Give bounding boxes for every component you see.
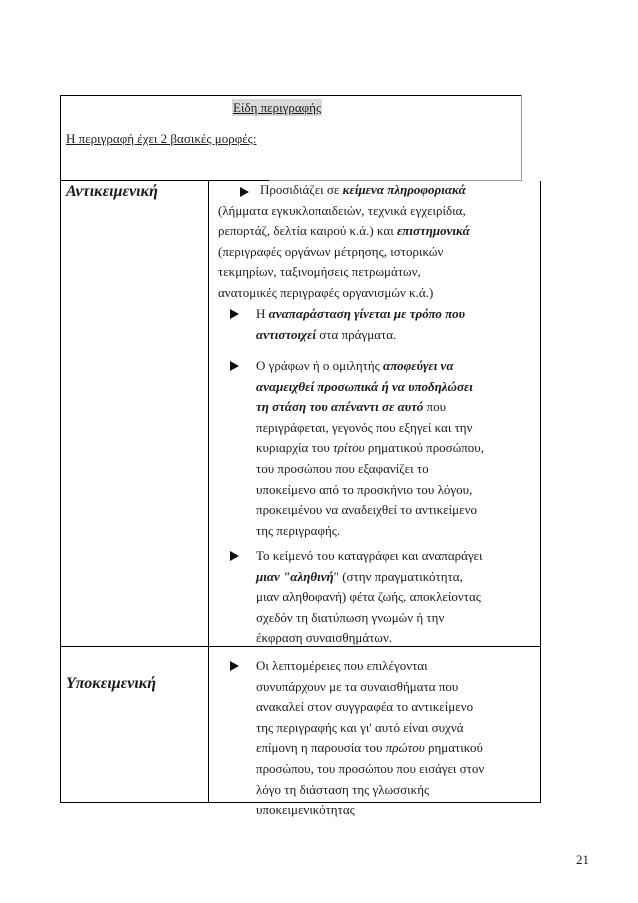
header-right-border xyxy=(521,95,522,181)
bullet-arrow-icon xyxy=(230,304,242,326)
table-left-border xyxy=(60,95,61,803)
table-right-border xyxy=(540,181,541,803)
bullet-arrow-icon xyxy=(230,356,242,378)
document-page: Είδη περιγραφής Η περιγραφή έχει 2 βασικές μορφές: Αντικειμενική Υποκειμενική Προσιδιάζει σε κείμενα πληροφοριακά (λήμματα εγκυκλοπαιδειών, τεχνικά εγχειρίδια, ρεπορτάζ, δελτία καιρού κ.ά.) και επιστημονικά (περιγραφές οργάνων μέτρησης, ιστορικών τεκμηρίων, ταξινομήσεις πετρωμάτων, ανατομικές περιγραφές οργανισμών κ.ά.) Η αναπαράσταση γίνεται με τρόπο που αντιστοιχεί στα πράγματα. Ο γράφων ή ο ομιλητής αποφεύγει να αναμειχθεί προσωπικά ή να υποδηλώσει τη στάση του απέναντι σε αυτό που περιγράφεται, γεγονός που εξηγεί και την κυριαρχία του τρίτου ρηματικού προσώπου, του προσώπου που εξαφανίζει το υποκείμενο από το προσκήνιο του λόγου, προκειμένου να αναδειχθεί το αντικείμενο της περιγραφής. Το κείμενό του καταγράφει και αναπαράγει μιαν "αληθινή" (στην πραγματικότητα, μιαν αληθοφανή) φέτα ζωής, αποκλείοντας σχεδόν τη διατύπωση γνωμών ή την έκφραση συναισθημάτων. Οι λεπτομέρειες που επιλέγονται συνυπάρχουν με τα συναισθήματα που ανακαλεί στον συγγραφέα το αντικείμενο της περιγραφής και γι' αυτό είναι συχνά επίμονη η παρουσία του πρώτου ρηματικού προσώπου, του προσώπου που εισάγει στον λόγο τη διάσταση της γλωσσικής υποκειμενικότητας 21 xyxy=(0,0,638,903)
page-number: 21 xyxy=(576,852,589,867)
table-top-border xyxy=(60,95,522,96)
objective-bullet-1: Προσιδιάζει σε κείμενα πληροφοριακά (λήμματα εγκυκλοπαιδειών, τεχνικά εγχειρίδια, ρεπορτάζ, δελτία καιρού κ.ά.) και επιστημονικά (περιγραφές οργάνων μέτρησης, ιστορικών τεκμηρίων, ταξινομήσεις πετρωμάτων, ανατομικές περιγραφές οργανισμών κ.ά.) xyxy=(218,182,470,300)
intro-text: Η περιγραφή έχει 2 βασικές μορφές: xyxy=(66,131,257,146)
bullet-arrow-icon xyxy=(230,656,242,678)
label-objective: Αντικειμενική xyxy=(66,183,158,200)
column-divider xyxy=(208,181,209,803)
table-title: Είδη περιγραφής xyxy=(233,100,322,115)
bullet-arrow-icon xyxy=(230,546,242,568)
label-subjective: Υποκειμενική xyxy=(66,675,157,692)
